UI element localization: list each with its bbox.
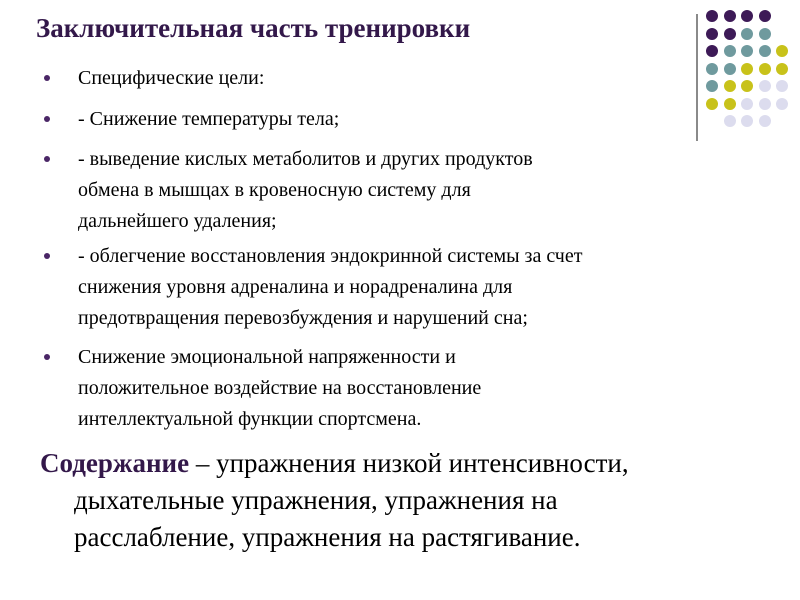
bullet-marker <box>44 354 50 360</box>
bullet-line: Снижение эмоциональной напряженности и <box>78 346 456 368</box>
bullet-line: дальнейшего удаления; <box>78 210 277 232</box>
bullet-line: положительное воздействие на восстановление <box>78 377 482 399</box>
decor-dot <box>706 28 718 40</box>
decor-dot <box>776 45 788 57</box>
decor-dot <box>706 10 718 22</box>
decor-dot <box>706 45 718 57</box>
bullet-marker <box>44 116 50 122</box>
decor-dot <box>759 45 771 57</box>
content-line: дыхательные упражнения, упражнения на <box>74 485 558 515</box>
decor-dot <box>741 45 753 57</box>
bullet-line: интеллектуальной функции спортсмена. <box>78 408 422 430</box>
bullet-item <box>78 144 778 237</box>
bullet-line: обмена в мышцах в кровеносную систему для <box>78 179 471 201</box>
decor-dot <box>724 28 736 40</box>
content-line <box>40 445 780 482</box>
bullet-line: - выведение кислых метаболитов и других продуктов <box>78 148 533 170</box>
bullet-line: предотвращения перевозбуждения и нарушений сна; <box>78 307 528 329</box>
bullet-item <box>78 241 778 334</box>
bullet-marker <box>44 156 50 162</box>
bullet-item <box>78 342 778 435</box>
content-label: Содержание <box>40 448 190 478</box>
bullet-line: снижения уровня адреналина и норадреналина для <box>78 276 513 298</box>
decor-dot <box>759 10 771 22</box>
bullet-line: Специфические цели: <box>78 67 265 89</box>
decor-dot <box>724 45 736 57</box>
decor-dot <box>759 28 771 40</box>
bullet-item <box>78 104 778 135</box>
decor-dot <box>741 10 753 22</box>
bullet-marker <box>44 75 50 81</box>
decor-dot <box>724 10 736 22</box>
decor-dot <box>741 28 753 40</box>
bullet-line: - облегчение восстановления эндокринной системы за счет <box>78 245 583 267</box>
slide-title: Заключительная часть тренировки <box>36 13 471 43</box>
content-line: расслабление, упражнения на растягивание. <box>74 522 581 552</box>
content-text: – упражнения низкой интенсивности, <box>189 448 629 478</box>
bullet-item <box>78 63 778 94</box>
bullet-marker <box>44 253 50 259</box>
content-paragraph <box>40 445 780 556</box>
bullet-line: - Снижение температуры тела; <box>78 108 340 130</box>
